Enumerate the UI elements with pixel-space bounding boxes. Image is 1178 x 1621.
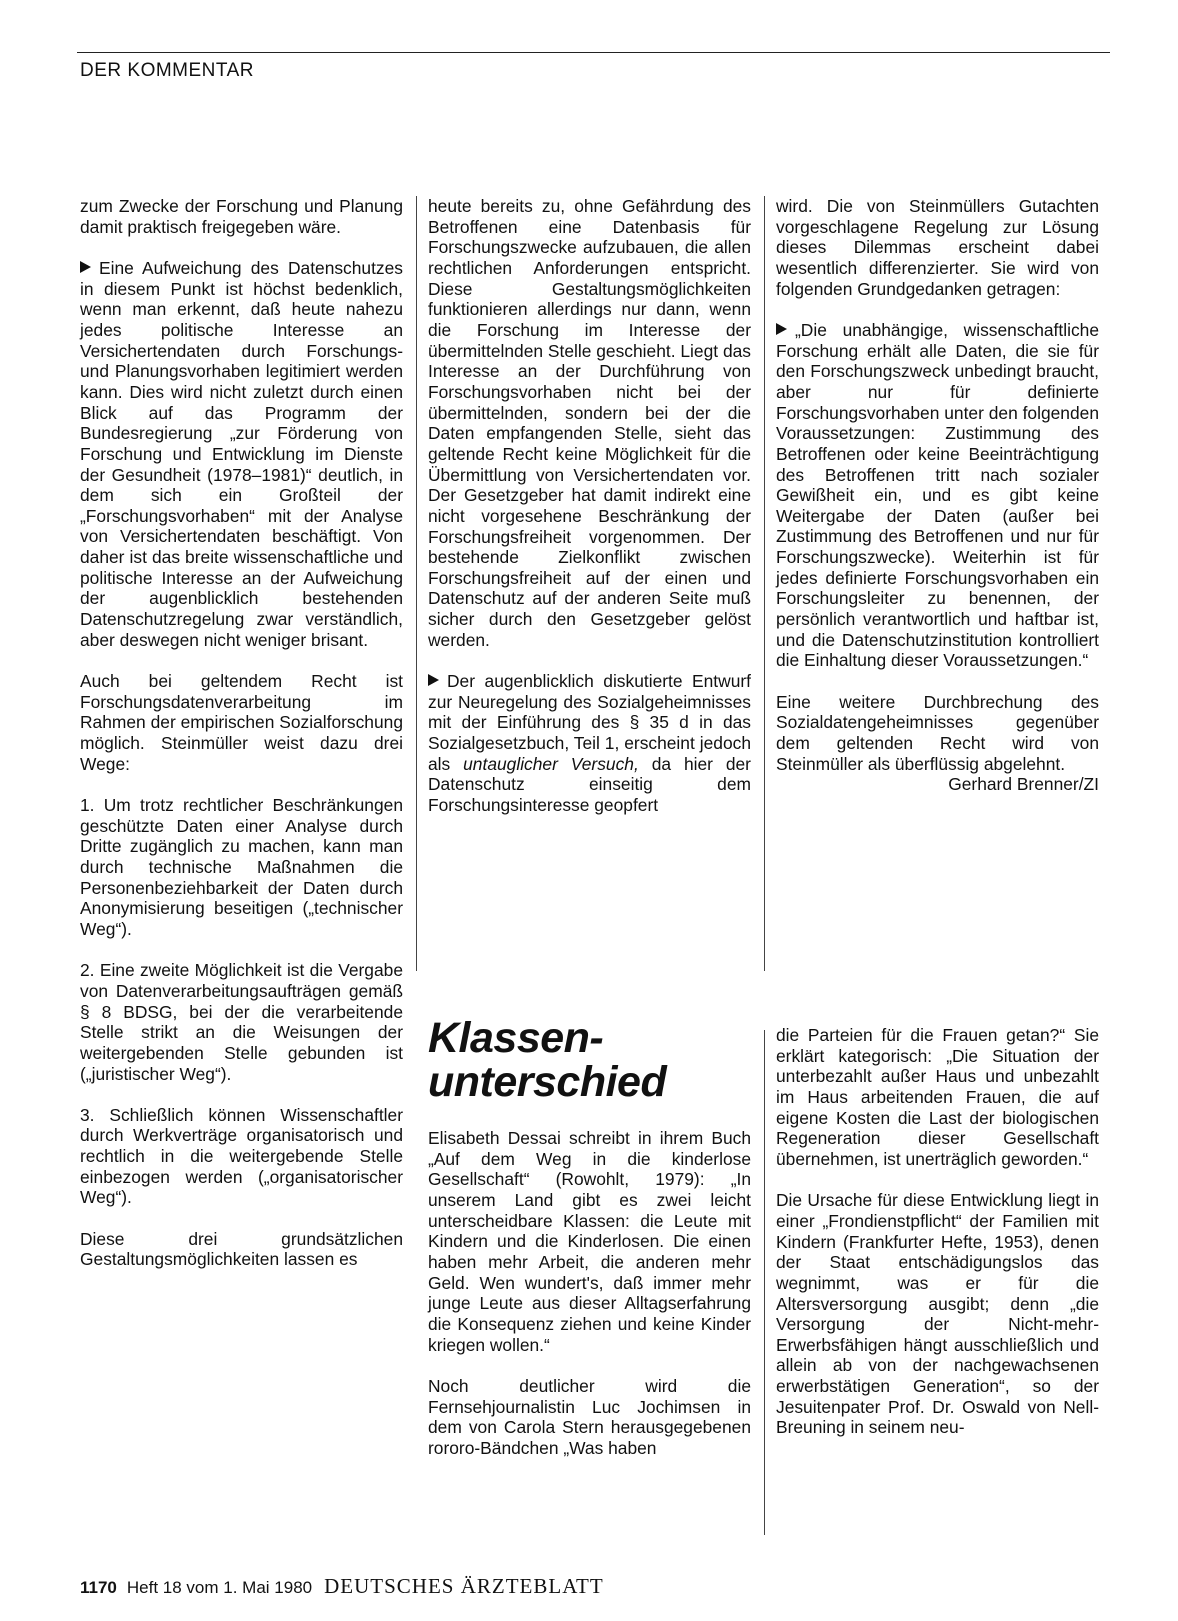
header-rule bbox=[77, 52, 1110, 53]
article1-column1 bbox=[80, 196, 403, 1270]
paragraph: die Parteien für die Frauen getan?“ Sie erklärt kategorisch: „Die Situation der unterbezahlt außer Haus und unbezahlt im Haus arbeitenden Frauen, die auf eigene Kosten die Last der biologischen Regeneration dieser Gesellschaft übernehmen, ist unerträglich geworden.“ bbox=[776, 1025, 1099, 1169]
paragraph bbox=[428, 671, 751, 816]
headline-line: Klassen- bbox=[428, 1014, 604, 1062]
paragraph: Die Ursache für diese Entwicklung liegt in einer „Frondienstpflicht“ der Familien mit Kindern (Frankfurter Hefte, 1953), denen der Staat entschädigungslos das wegnimmt, was er für die Altersversorgung ausgibt; denn „die Versorgung der Nicht-mehr-Erwerbsfähigen hängt ausschließlich und allein ab von der nachgewachsenen erwerbstätigen Generation“, so der Jesuitenpater Prof. Dr. Oswald von Nell-Breuning in seinem neu- bbox=[776, 1190, 1099, 1438]
issue-info: Heft 18 vom 1. Mai 1980 bbox=[126, 1578, 313, 1597]
paragraph: Noch deutlicher wird die Fernsehjournalistin Luc Jochimsen in dem von Carola Stern herausgegebenen rororo-Bändchen „Was haben bbox=[428, 1375, 751, 1458]
bullet-triangle-icon bbox=[776, 323, 787, 335]
paragraph: Diese drei grundsätzlichen Gestaltungsmöglichkeiten lassen es bbox=[80, 1228, 403, 1270]
paragraph: Auch bei geltendem Recht ist Forschungsdatenverarbeitung im Rahmen der empirischen Sozialforschung möglich. Steinmüller weist dazu drei Wege: bbox=[80, 671, 403, 774]
emphasis: untauglicher Versuch, bbox=[463, 753, 639, 774]
column-divider bbox=[416, 196, 417, 971]
section-label: DER KOMMENTAR bbox=[80, 60, 254, 81]
list-item: 2. Eine zweite Möglichkeit ist die Vergabe von Datenverarbeitungsaufträgen gemäß § 8 BDSG, bei der die verarbeitende Stelle strikt an die Weisungen der weitergebenden Stelle gebunden ist („juristischer Weg“). bbox=[80, 960, 403, 1084]
paragraph: zum Zwecke der Forschung und Planung damit praktisch freigegeben wäre. bbox=[80, 196, 403, 237]
article2-headline bbox=[428, 1016, 666, 1104]
paragraph-text: da hier der Datenschutz einseitig dem Forschungsinteresse geopfert bbox=[428, 753, 751, 816]
page-footer bbox=[80, 1574, 604, 1599]
paragraph bbox=[80, 258, 403, 650]
author-signature: Gerhard Brenner/ZI bbox=[948, 774, 1099, 795]
paragraph bbox=[776, 691, 1099, 795]
paragraph: wird. Die von Steinmüllers Gutachten vorgeschlagene Regelung zur Lösung dieses Dilemmas erscheint dabei wesentlich differenzierter. Sie wird von folgenden Grundgedanken getragen: bbox=[776, 196, 1099, 299]
quote bbox=[776, 320, 1099, 671]
page-number: 1170 bbox=[80, 1578, 117, 1597]
article2-column2 bbox=[428, 1128, 751, 1458]
list-item: 1. Um trotz rechtlicher Beschränkungen geschützte Daten einer Analyse durch Dritte zugänglich zu machen, kann man durch technische Maßnahmen die Personenbeziehbarkeit der Daten durch Anonymisierung beseitigen („technischer Weg“). bbox=[80, 794, 403, 939]
bullet-triangle-icon bbox=[80, 261, 91, 273]
paragraph: Elisabeth Dessai schreibt in ihrem Buch „Auf dem Weg in die kinderlose Gesellschaft“ (Rowohlt, 1979): „In unserem Land gibt es zwei leicht unterscheidbare Klassen: die Leute mit Kindern und die Kinderlosen. Die einen haben mehr Arbeit, die anderen mehr Geld. Wen wundert's, daß immer mehr junge Leute aus dieser Alltagserfahrung die Konsequenz ziehen und keine Kinder kriegen wollen.“ bbox=[428, 1128, 751, 1355]
paragraph-text: Eine weitere Durchbrechung des Sozialdatengeheimnisses gegenüber dem geltenden Recht wird von Steinmüller als überflüssig abgelehnt. bbox=[776, 691, 1099, 774]
magazine-title: DEUTSCHES ÄRZTEBLATT bbox=[324, 1574, 604, 1598]
paragraph: heute bereits zu, ohne Gefährdung des Betroffenen eine Datenbasis für Forschungszwecke aufzubauen, die allen rechtlichen Anforderungen entspricht. Diese Gestaltungsmöglichkeiten funktionieren allerdings nur dann, wenn die Forschung im Interesse der übermittelnden Stelle geschieht. Liegt das Interesse an der Durchführung von Forschungsvorhaben nicht bei der übermittelnden, sondern bei der die Daten empfangenden Stelle, sieht das geltende Recht keine Möglichkeit für die Übermittlung von Versichertendaten vor. Der Gesetzgeber hat damit indirekt eine nicht vorgesehene Beschränkung der Forschungsfreiheit vorgenommen. Der bestehende Zielkonflikt zwischen Forschungsfreiheit auf der einen und Datenschutz auf der anderen Seite muß sicher durch den Gesetzgeber gelöst werden. bbox=[428, 196, 751, 650]
bullet-triangle-icon bbox=[428, 674, 439, 686]
headline-line: unterschied bbox=[428, 1058, 667, 1106]
quote-text: „Die unabhängige, wissenschaftliche Forschung erhält alle Daten, die sie für den Forschungszweck unbedingt braucht, aber nur für definierte Forschungsvorhaben unter den folgenden Voraussetzungen: Zustimmung des Betroffenen oder keine Beeinträchtigung des Betroffenen tritt nach sozialer Gewißheit ein, und es gibt keine Weitergabe der Daten (außer bei Zustimmung des Betroffenen und nur für Forschungszwecke). Weiterhin ist für jedes definierte Forschungsvorhaben ein Forschungsleiter zu benennen, der persönlich verantwortlich und haftbar ist, und die Datenschutzinstitution kontrolliert die Einhaltung dieser Voraussetzungen.“ bbox=[776, 319, 1099, 671]
article1-column3 bbox=[776, 196, 1099, 795]
paragraph-text: Eine Aufweichung des Datenschutzes in diesem Punkt ist höchst bedenklich, wenn man erkennt, daß heute nahezu jedes politische Interesse an Versichertendaten durch Forschungs- und Planungsvorhaben legitimiert werden kann. Dies wird nicht zuletzt durch einen Blick auf das Programm der Bundesregierung „zur Förderung von Forschung und Entwicklung im Dienste der Gesundheit (1978–1981)“ deutlich, in dem sich ein Großteil der „Forschungsvorhaben“ mit der Analyse von Versichertendaten beschäftigt. Von daher ist das breite wissenschaftliche und politische Interesse an der Aufweichung der augenblicklich bestehenden Datenschutzregelung zwar verständlich, aber deswegen nicht weniger brisant. bbox=[80, 257, 403, 650]
article2-column3 bbox=[776, 1025, 1099, 1438]
column-divider bbox=[764, 1030, 765, 1535]
article1-column2 bbox=[428, 196, 751, 816]
paragraph-text: Der augenblicklich diskutierte Entwurf zur Neuregelung des Sozialgeheimnisses mit der Einführung des § 35 d in das Sozialgesetzbuch, Teil 1, erscheint jedoch als bbox=[428, 671, 751, 774]
column-divider bbox=[764, 196, 765, 971]
list-item: 3. Schließlich können Wissenschaftler durch Werkverträge organisatorisch und rechtlich in die weitergebende Stelle einbezogen werden („organisatorischer Weg“). bbox=[80, 1104, 403, 1208]
